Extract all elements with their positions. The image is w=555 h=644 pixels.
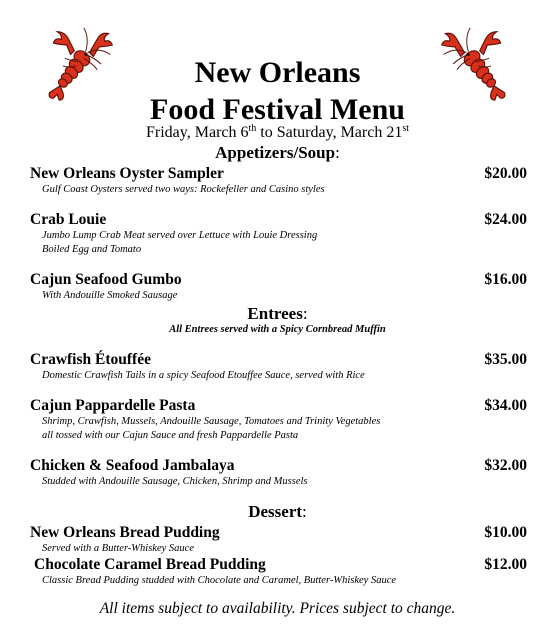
item-description: Served with a Butter-Whiskey Sauce [42, 543, 194, 554]
menu-item [34, 555, 527, 588]
menu-item [30, 396, 527, 443]
menu-item [30, 523, 527, 556]
item-name: Cajun Pappardelle Pasta [30, 397, 196, 414]
item-name: New Orleans Oyster Sampler [30, 165, 224, 182]
item-description: Studded with Andouille Sausage, Chicken, Shrimp and Mussels [42, 476, 308, 487]
item-price: $16.00 [484, 271, 527, 288]
item-description: Shrimp, Crawfish, Mussels, Andouille Sausage, Tomatoes and Trinity Vegetables [42, 416, 381, 427]
item-price: $35.00 [484, 351, 527, 368]
title-line-2: Food Festival Menu [150, 93, 405, 126]
menu-item [30, 164, 527, 197]
footer-disclaimer: All items subject to availability. Prices subject to change. [99, 600, 456, 617]
section-title-entrees: Entrees: [247, 304, 308, 323]
date-start-suffix: th [248, 123, 257, 134]
date-end: to Saturday, March 21 [256, 124, 403, 141]
item-price: $10.00 [484, 524, 527, 541]
item-description: Gulf Coast Oysters served two ways: Rockefeller and Casino styles [42, 184, 325, 195]
item-description: Classic Bread Pudding studded with Chocolate and Caramel, Butter-Whiskey Sauce [42, 575, 397, 586]
item-name: Crab Louie [30, 211, 107, 228]
item-price: $34.00 [484, 397, 527, 414]
item-name: Cajun Seafood Gumbo [30, 271, 182, 288]
date-start: Friday, March 6 [146, 124, 249, 141]
menu-item [30, 456, 527, 489]
item-price: $20.00 [484, 165, 527, 182]
item-name: Crawfish Étouffée [30, 351, 151, 368]
festival-dates [0, 124, 555, 142]
item-description: With Andouille Smoked Sausage [42, 290, 178, 301]
menu-title [0, 54, 555, 128]
title-line-1: New Orleans [194, 56, 361, 89]
item-description: all tossed with our Cajun Sauce and fresh Pappardelle Pasta [42, 430, 299, 441]
item-name: New Orleans Bread Pudding [30, 524, 220, 541]
item-description: Domestic Crawfish Tails in a spicy Seafood Etouffee Sauce, served with Rice [42, 370, 365, 381]
menu-item [30, 270, 527, 303]
section-title-dessert: Dessert: [248, 502, 307, 521]
item-name: Chocolate Caramel Bread Pudding [34, 556, 266, 573]
item-description: Jumbo Lump Crab Meat served over Lettuce with Louie Dressing [42, 230, 318, 241]
menu-item [30, 210, 527, 257]
item-name: Chicken & Seafood Jambalaya [30, 457, 235, 474]
item-price: $12.00 [484, 556, 527, 573]
item-price: $24.00 [484, 211, 527, 228]
item-price: $32.00 [484, 457, 527, 474]
section-title-appetizers: Appetizers/Soup: [215, 143, 340, 162]
date-end-suffix: st [402, 123, 409, 134]
entrees-note: All Entrees served with a Spicy Cornbread Muffin [169, 324, 386, 335]
item-description: Boiled Egg and Tomato [42, 244, 142, 255]
menu-item [30, 350, 527, 383]
